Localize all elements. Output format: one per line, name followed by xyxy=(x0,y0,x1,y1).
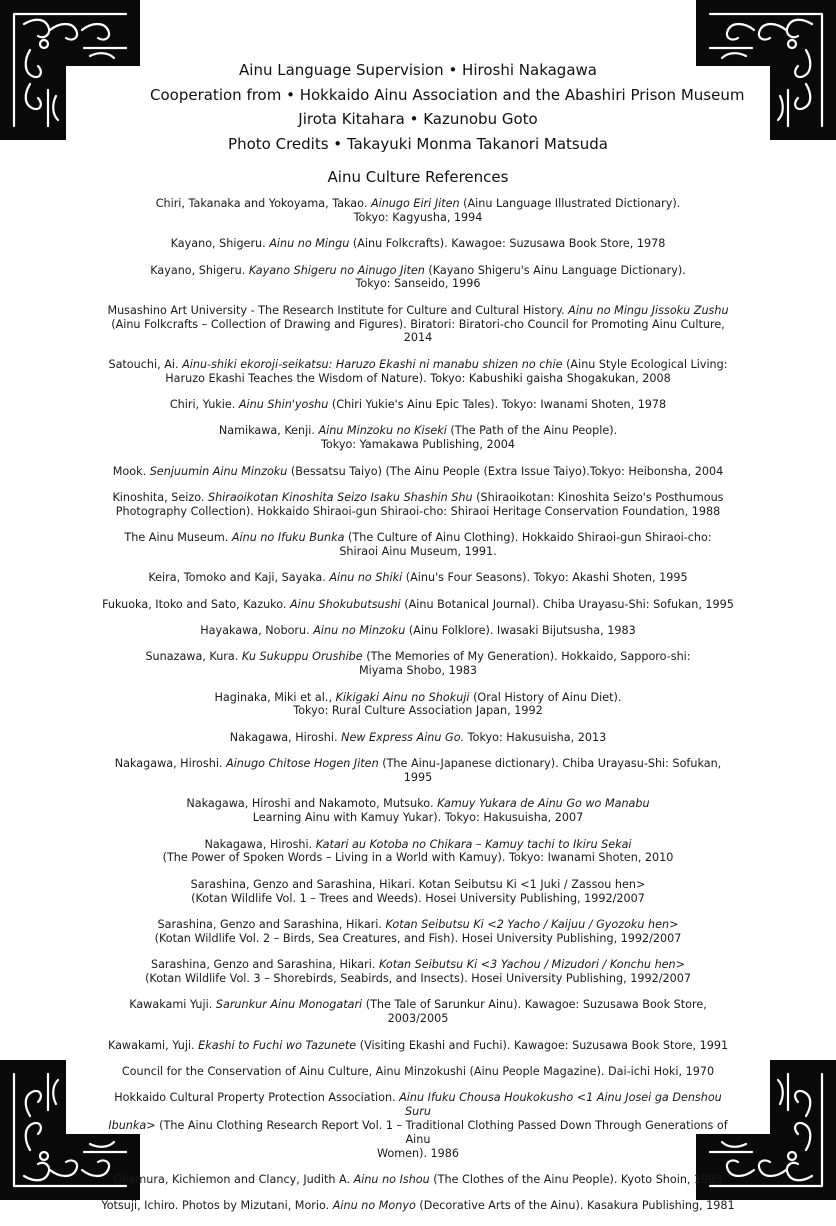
reference-text: (Kayano Shigeru's Ainu Language Dictionary). xyxy=(424,263,686,277)
reference-text: (The Power of Spoken Words – Living in a World with Kamuy). Tokyo: Iwanami Shoten, 2010 xyxy=(162,851,674,865)
reference-text: Council for the Conservation of Ainu Culture, Ainu Minzokushi (Ainu People Magazine). Dai-ichi Hoki, 1970 xyxy=(121,1064,715,1078)
reference-entry xyxy=(100,918,736,946)
reference-text: Chiri, Yukie. xyxy=(169,397,239,411)
reference-entry xyxy=(100,1039,736,1053)
reference-title: Ekashi to Fuchi wo Tazunete xyxy=(198,1038,357,1052)
reference-title: Ainugo Eiri Jiten xyxy=(370,197,460,210)
references-heading: Ainu Culture References xyxy=(327,168,509,186)
reference-text: Namikawa, Kenji. xyxy=(218,424,319,438)
reference-entry xyxy=(100,358,736,386)
references-list xyxy=(100,197,736,1226)
reference-text: (Ainu's Four Seasons). Tokyo: Akashi Shoten, 1995 xyxy=(402,571,688,585)
reference-text: (Chiri Yukie's Ainu Epic Tales). Tokyo: Iwanami Shoten, 1978 xyxy=(328,397,667,411)
reference-entry xyxy=(100,797,736,825)
reference-text: Sarashina, Genzo and Sarashina, Hikari. Kotan Seibutsu Ki <1 Juki / Zassou hen> xyxy=(190,877,646,891)
reference-text: (The Memories of My Generation). Hokkaido, Sapporo-shi: xyxy=(362,650,691,664)
reference-text: Shiraoi Ainu Museum, 1991. xyxy=(339,544,497,558)
reference-text: Tokyo: Hakusuisha, 2013 xyxy=(464,730,607,744)
cooperation-people-credit: Jirota Kitahara • Kazunobu Goto xyxy=(298,110,538,128)
reference-title: Kotan Seibutsu Ki <3 Yachou / Mizudori / Konchu hen> xyxy=(378,958,686,972)
reference-text: Okamura, Kichiemon and Clancy, Judith A. xyxy=(113,1172,354,1186)
cooperation-credit: Cooperation from • Hokkaido Ainu Association and the Abashiri Prison Museum xyxy=(150,85,745,104)
reference-title: Sarunkur Ainu Monogatari xyxy=(215,998,363,1012)
reference-text: (Bessatsu Taiyo) (The Ainu People (Extra Issue Taiyo).Tokyo: Heibonsha, 2004 xyxy=(287,464,724,478)
reference-text: (The Culture of Ainu Clothing). Hokkaido Shiraoi-gun Shiraoi-cho: xyxy=(344,531,712,545)
reference-title: Ainu no Monyo xyxy=(332,1199,416,1213)
reference-entry xyxy=(100,264,736,292)
reference-entry xyxy=(100,1091,736,1160)
reference-text: Women). 1986 xyxy=(376,1146,460,1160)
reference-text: (The Path of the Ainu People). xyxy=(446,424,618,438)
reference-title: Katari au Kotoba no Chikara – Kamuy tachi to Ikiru Sekai xyxy=(315,837,632,851)
reference-entry xyxy=(100,465,736,479)
reference-entry xyxy=(100,424,736,452)
reference-text: Haginaka, Miki et al., xyxy=(214,690,336,704)
language-supervision-credit: Ainu Language Supervision • Hiroshi Nakagawa xyxy=(239,61,597,79)
reference-title: Ainu-shiki ekoroji-seikatsu: Haruzo Ekashi ni manabu shizen no chie xyxy=(182,357,563,371)
reference-text: Sunazawa, Kura. xyxy=(145,650,242,664)
reference-text: Nakagawa, Hiroshi. xyxy=(229,730,342,744)
reference-title: Ainu Ifuku Chousa Houkokusho <1 Ainu Josei ga Denshou Suru xyxy=(399,1091,722,1119)
reference-text: Kayano, Shigeru. xyxy=(170,237,270,251)
reference-text: Kayano, Shigeru. xyxy=(150,263,249,277)
reference-text: Hokkaido Cultural Property Protection Association. xyxy=(114,1091,400,1105)
reference-text: Kawakami Yuji. xyxy=(129,998,216,1012)
reference-title: Ku Sukuppu Orushibe xyxy=(241,650,363,664)
credits-block xyxy=(150,58,745,188)
reference-text: (The Ainu Clothing Research Report Vol. 1 – Traditional Clothing Passed Down Through Generations of Ainu xyxy=(155,1118,728,1146)
reference-title: Ainugo Chitose Hogen Jiten xyxy=(226,757,379,771)
reference-entry xyxy=(100,958,736,986)
reference-text: (Shiraoikotan: Kinoshita Seizo's Posthumous xyxy=(472,490,724,504)
reference-text: Musashino Art University - The Research Institute for Culture and Cultural History. xyxy=(107,303,569,317)
reference-text: (Kotan Wildlife Vol. 1 – Trees and Weeds). Hosei University Publishing, 1992/2007 xyxy=(191,891,645,905)
reference-text: Haruzo Ekashi Teaches the Wisdom of Nature). Tokyo: Kabushiki gaisha Shogakukan, 2008 xyxy=(165,371,671,385)
reference-title: Kotan Seibutsu Ki <2 Yacho / Kaijuu / Gyozoku hen> xyxy=(385,917,679,931)
reference-title: Kikigaki Ainu no Shokuji xyxy=(335,690,470,704)
reference-text: (Kotan Wildlife Vol. 3 – Shorebirds, Seabirds, and Insects). Hosei University Publishing, 1992/2007 xyxy=(145,971,691,985)
reference-entry xyxy=(100,1199,736,1213)
reference-text: Nakagawa, Hiroshi. xyxy=(114,757,227,771)
reference-entry xyxy=(100,491,736,519)
reference-text: Photography Collection). Hokkaido Shiraoi-gun Shiraoi-cho: Shiraoi Heritage Conservation Foundation, 1988 xyxy=(115,504,721,518)
reference-title: Senjuumin Ainu Minzoku xyxy=(149,464,288,478)
reference-title: Ainu no Ishou xyxy=(353,1172,430,1186)
reference-text: Fukuoka, Itoko and Sato, Kazuko. xyxy=(102,597,291,611)
reference-text: (Ainu Folkcrafts – Collection of Drawing and Figures). Biratori: Biratori-cho Council for Promoting Ainu Culture, 2014 xyxy=(111,317,725,345)
reference-entry xyxy=(100,197,736,225)
reference-title: Ainu no Ifuku Bunka xyxy=(231,531,345,545)
reference-title: Kayano Shigeru no Ainugo Jiten xyxy=(248,263,425,277)
reference-title: Ainu no Mingu Jissoku Zushu xyxy=(568,303,729,317)
reference-title: Ainu Minzoku no Kiseki xyxy=(318,424,447,438)
reference-text: Kinoshita, Seizo. xyxy=(112,490,208,504)
reference-text: (Ainu Language Illustrated Dictionary). xyxy=(459,197,681,210)
reference-text: The Ainu Museum. xyxy=(124,531,232,545)
reference-text: (The Tale of Sarunkur Ainu). Kawagoe: Suzusawa Book Store, 2003/2005 xyxy=(362,998,707,1026)
reference-text: (Decorative Arts of the Ainu). Kasakura Publishing, 1981 xyxy=(415,1199,735,1213)
reference-title: Ainu no Minzoku xyxy=(313,624,406,638)
reference-text: Nakagawa, Hiroshi. xyxy=(204,837,316,851)
reference-entry xyxy=(100,398,736,412)
reference-entry xyxy=(100,650,736,678)
reference-text: (Ainu Folklore). Iwasaki Bijutsusha, 1983 xyxy=(405,624,636,638)
reference-title: Ainu no Shiki xyxy=(329,571,403,585)
reference-text: Hayakawa, Noboru. xyxy=(200,624,314,638)
reference-entry xyxy=(100,691,736,719)
corner-ornament-top-right xyxy=(696,0,836,140)
reference-text: Tokyo: Rural Culture Association Japan, 1992 xyxy=(293,704,543,718)
reference-entry xyxy=(100,598,736,612)
reference-text: Kawakami, Yuji. xyxy=(107,1038,199,1052)
corner-ornament-top-left xyxy=(0,0,140,140)
ainu-pattern-ornament-icon xyxy=(0,0,140,140)
reference-text: Tokyo: Kagyusha, 1994 xyxy=(353,210,483,224)
reference-title: Shiraoikotan Kinoshita Seizo Isaku Shashin Shu xyxy=(207,490,473,504)
reference-entry xyxy=(100,237,736,251)
reference-text: Chiri, Takanaka and Yokoyama, Takao. xyxy=(155,197,371,210)
reference-text: Tokyo: Sanseido, 1996 xyxy=(355,277,481,291)
reference-entry xyxy=(100,757,736,785)
reference-text: Miyama Shobo, 1983 xyxy=(358,664,478,678)
reference-text: (Visiting Ekashi and Fuchi). Kawagoe: Suzusawa Book Store, 1991 xyxy=(356,1038,729,1052)
reference-text: (Kotan Wildlife Vol. 2 – Birds, Sea Creatures, and Fish). Hosei University Publishing, 1992/2007 xyxy=(154,931,682,945)
reference-text: Mook. xyxy=(112,464,150,478)
reference-text: Satouchi, Ai. xyxy=(108,357,183,371)
reference-entry xyxy=(100,1065,736,1079)
reference-entry xyxy=(100,571,736,585)
photo-credits: Photo Credits • Takayuki Monma Takanori Matsuda xyxy=(228,134,608,153)
reference-text: (The Ainu-Japanese dictionary). Chiba Urayasu-Shi: Sofukan, 1995 xyxy=(378,757,722,785)
reference-entry xyxy=(100,1173,736,1187)
reference-title: Ibunka> xyxy=(108,1118,156,1132)
reference-entry xyxy=(100,998,736,1026)
reference-text: Sarashina, Genzo and Sarashina, Hikari. xyxy=(157,917,386,931)
reference-text: Sarashina, Genzo and Sarashina, Hikari. xyxy=(150,958,379,972)
reference-text: (Oral History of Ainu Diet). xyxy=(469,690,622,704)
reference-title: Kamuy Yukara de Ainu Go wo Manabu xyxy=(437,797,650,811)
reference-entry xyxy=(100,731,736,745)
reference-text: Tokyo: Yamakawa Publishing, 2004 xyxy=(320,438,515,452)
reference-text: Yotsuji, Ichiro. Photos by Mizutani, Morio. xyxy=(101,1199,333,1213)
reference-title: Ainu Shin'yoshu xyxy=(238,397,329,411)
reference-title: Ainu no Mingu xyxy=(269,237,350,251)
reference-title: New Express Ainu Go. xyxy=(341,730,465,744)
reference-text: (Ainu Style Ecological Living: xyxy=(562,357,728,371)
ainu-pattern-ornament-icon xyxy=(696,0,836,140)
reference-text: Keira, Tomoko and Kaji, Sayaka. xyxy=(148,571,330,585)
reference-entry xyxy=(100,878,736,906)
reference-entry xyxy=(100,624,736,638)
reference-text: (Ainu Botanical Journal). Chiba Urayasu-Shi: Sofukan, 1995 xyxy=(400,597,734,611)
reference-title: Ainu Shokubutsushi xyxy=(290,597,401,611)
reference-entry xyxy=(100,304,736,345)
reference-entry xyxy=(100,531,736,559)
reference-text: Nakagawa, Hiroshi and Nakamoto, Mutsuko. xyxy=(186,797,438,811)
reference-text: (Ainu Folkcrafts). Kawagoe: Suzusawa Book Store, 1978 xyxy=(349,237,666,251)
reference-entry xyxy=(100,838,736,866)
reference-text: Learning Ainu with Kamuy Yukar). Tokyo: Hakusuisha, 2007 xyxy=(252,811,584,825)
reference-text: (The Clothes of the Ainu People). Kyoto Shoin, 1993 xyxy=(429,1172,723,1186)
